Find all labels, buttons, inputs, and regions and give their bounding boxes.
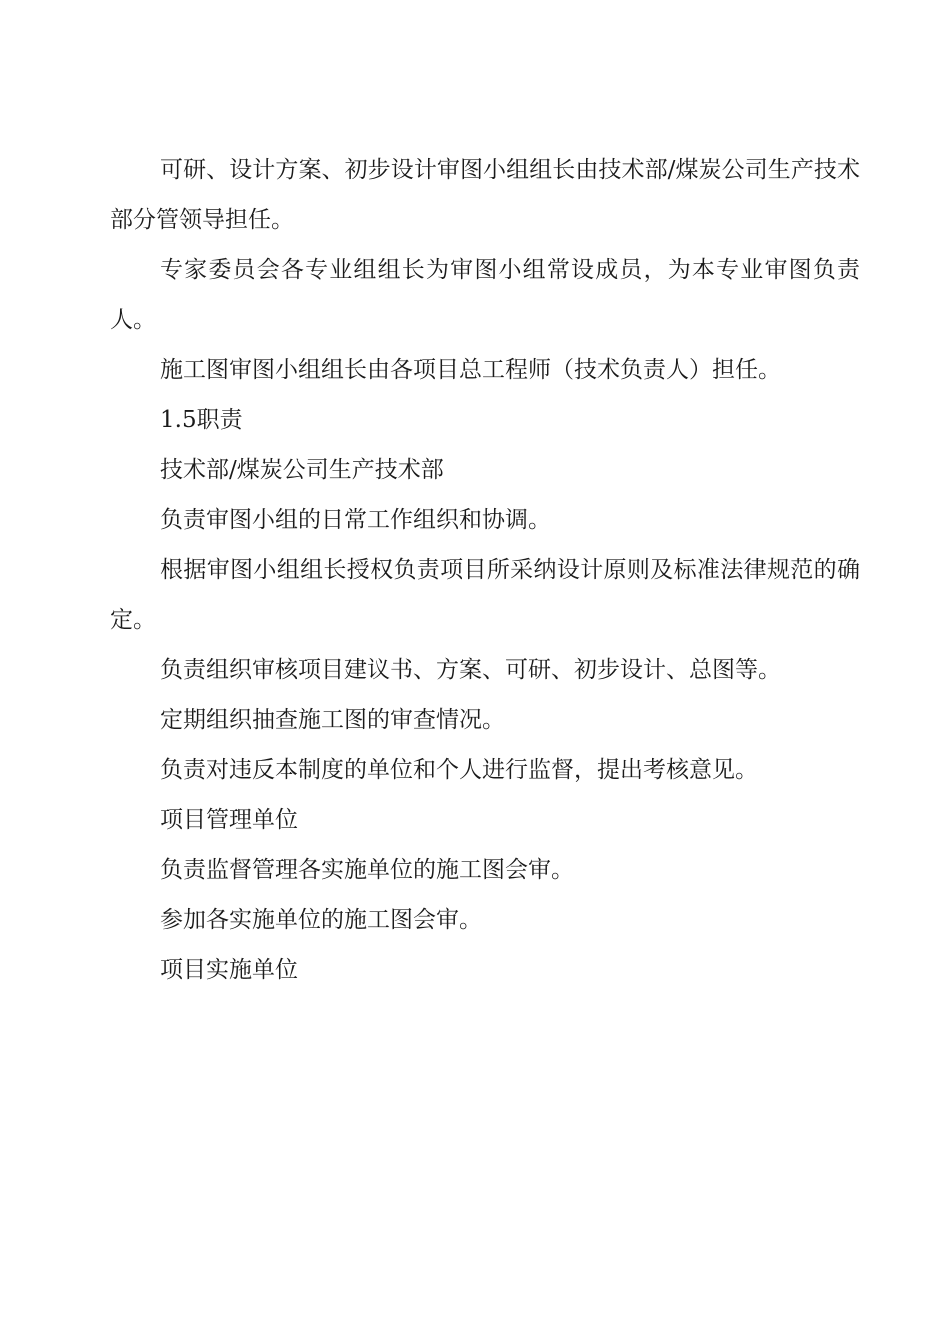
subheading-project-implementation-unit: 项目实施单位 (160, 957, 298, 983)
subheading-technical-department: 技术部/煤炭公司生产技术部 (160, 457, 444, 483)
paragraph-construction-team-leader: 施工图审图小组组长由各项目总工程师（技术负责人）担任。 (160, 357, 781, 383)
paragraph-expert-committee: 专家委员会各专业组组长为审图小组常设成员，为本专业审图负责人。 (110, 257, 860, 333)
paragraph-spot-check: 定期组织抽查施工图的审查情况。 (160, 707, 505, 733)
paragraph-daily-coordination: 负责审图小组的日常工作组织和协调。 (160, 507, 551, 533)
document-body (110, 145, 860, 995)
section-heading-duties: 1.5职责 (160, 407, 243, 433)
subheading-project-management-unit: 项目管理单位 (160, 807, 298, 833)
paragraph-review-documents: 负责组织审核项目建议书、方案、可研、初步设计、总图等。 (160, 657, 781, 683)
paragraph-design-principles: 根据审图小组组长授权负责项目所采纳设计原则及标准法律规范的确定。 (110, 557, 860, 633)
paragraph-review-team-leader: 可研、设计方案、初步设计审图小组组长由技术部/煤炭公司生产技术部分管领导担任。 (110, 157, 860, 233)
paragraph-supervision: 负责对违反本制度的单位和个人进行监督，提出考核意见。 (160, 757, 758, 783)
paragraph-attend-review: 参加各实施单位的施工图会审。 (160, 907, 482, 933)
paragraph-supervise-review: 负责监督管理各实施单位的施工图会审。 (160, 857, 574, 883)
